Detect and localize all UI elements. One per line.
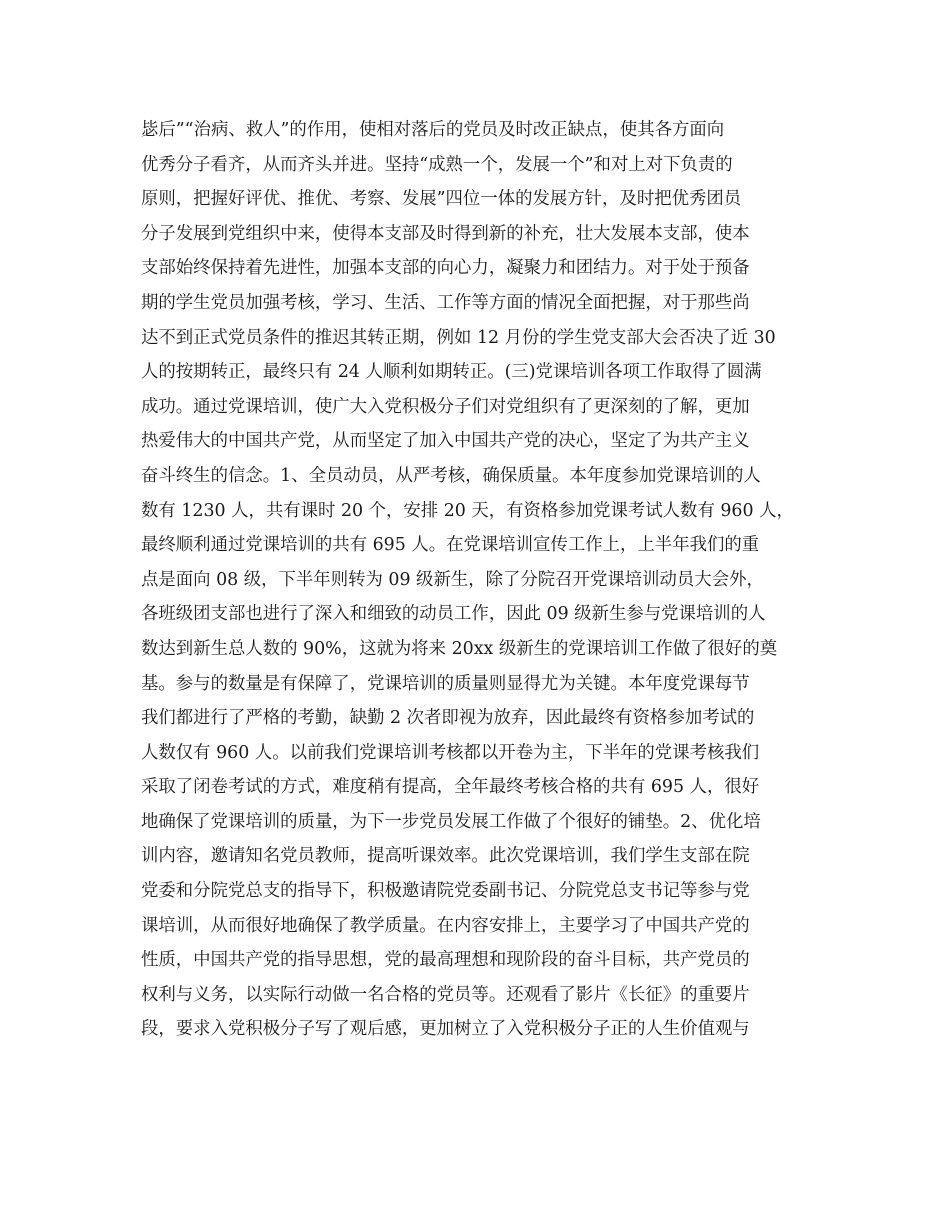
body-text [141, 113, 821, 1047]
text-line: 成功。通过党课培训，使广大入党积极分子们对党组织有了更深刻的了解，更加 [141, 396, 750, 417]
text-line: 热爱伟大的中国共产党，从而坚定了加入中国共产党的决心，坚定了为共产主义 [141, 431, 750, 452]
text-line: 段，要求入党积极分子写了观后感，更加树立了入党积极分子正的人生价值观与 [141, 1019, 750, 1040]
text-line: 原则，把握好评优、推优、考察、发展”四位一体的发展方针，及时把优秀团员 [141, 189, 742, 210]
text-line: 毖后”“治病、救人”的作用，使相对落后的党员及时改正缺点，使其各方面向 [141, 120, 725, 140]
text-line: 权利与义务，以实际行动做一名合格的党员等。还观看了影片《长征》的重要片 [141, 984, 750, 1005]
text-line: 数达到新生总人数的 90%，这就为将来 20xx 级新生的党课培训工作做了很好的奠 [141, 638, 778, 659]
text-line: 人数仅有 960 人。以前我们党课培训考核都以开卷为主，下半年的党课考核我们 [141, 742, 760, 763]
text-line: 数有 1230 人，共有课时 20 个，安排 20 天，有资格参加党课考试人数有 960 人， [141, 500, 794, 521]
text-line: 性质，中国共产党的指导思想，党的最高理想和现阶段的奋斗目标，共产党员的 [141, 950, 750, 971]
text-line: 期的学生党员加强考核，学习、生活、工作等方面的情况全面把握，对于那些尚 [141, 292, 750, 313]
text-line: 基。参与的数量是有保障了，党课培训的质量则显得尤为关键。本年度党课每节 [141, 673, 750, 694]
text-line: 人的按期转正，最终只有 24 人顺利如期转正。(三)党课培训各项工作取得了圆满 [141, 362, 762, 383]
text-line: 课培训，从而很好地确保了教学质量。在内容安排上，主要学习了中国共产党的 [141, 915, 750, 936]
text-line: 支部始终保持着先进性，加强本支部的向心力，凝聚力和团结力。对于处于预备 [141, 258, 750, 279]
text-line: 地确保了党课培训的质量，为下一步党员发展工作做了个很好的铺垫。2、优化培 [141, 811, 761, 832]
text-line: 训内容，邀请知名党员教师，提高听课效率。此次党课培训，我们学生支部在院 [141, 846, 750, 867]
text-line: 采取了闭卷考试的方式，难度稍有提高，全年最终考核合格的共有 695 人，很好 [141, 777, 760, 798]
text-line: 奋斗终生的信念。1、全员动员，从严考核，确保质量。本年度参加党课培训的人 [141, 465, 761, 486]
text-line: 党委和分院党总支的指导下，积极邀请院党委副书记、分院党总支书记等参与党 [141, 881, 750, 902]
text-line: 我们都进行了严格的考勤，缺勤 2 次者即视为放弃，因此最终有资格参加考试的 [141, 708, 755, 729]
text-line: 各班级团支部也进行了深入和细致的动员工作，因此 09 级新生参与党课培训的人 [141, 604, 766, 625]
text-line: 达不到正式党员条件的推迟其转正期，例如 12 月份的学生党支部大会否决了近 30 [141, 327, 776, 348]
text-line: 分子发展到党组织中来，使得本支部及时得到新的补充，壮大发展本支部，使本 [141, 223, 750, 244]
text-line: 点是面向 08 级，下半年则转为 09 级新生，除了分院召开党课培训动员大会外， [141, 569, 764, 590]
text-line: 最终顺利通过党课培训的共有 695 人。在党课培训宣传工作上，上半年我们的重 [141, 535, 760, 556]
text-line: 优秀分子看齐，从而齐头并进。坚持“成熟一个，发展一个”和对上对下负责的 [141, 154, 733, 175]
